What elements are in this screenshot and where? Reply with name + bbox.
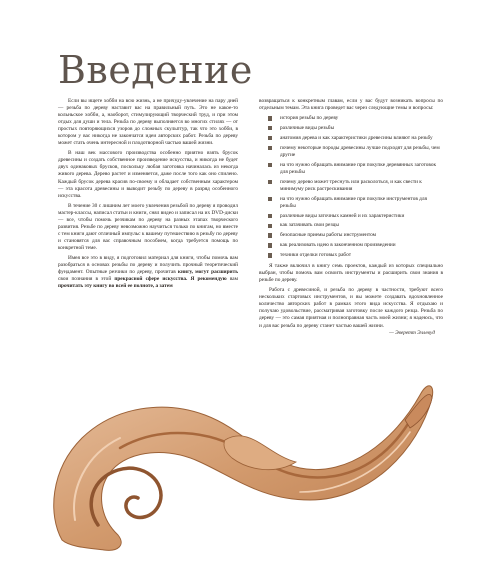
topic-text: на что нужно обращать внимание при покупке инструментов для резьбы [280,195,427,209]
topic-text: как реализовать идею в законченном произведении [280,242,396,249]
topic-text: анатомия дерева и как характеристики древесины влияют на резьбу [280,134,433,141]
intro-paragraph: В течение 30 с лишним лет моего увлечения резьбой по дереву я проводил мастер-классы, написал статьи и книги, снял видео и записал на их DVD-диски — все, чтобы помочь резчикам по дереву на разных этапах творческого развития. Резьбе по дереву невозможно научиться только по книгам, но вместе с тем книги дают отличный импульс к вашему путешествию в резьбу по дереву и становятся для вас справочным пособием, когда требуется помощь по конкретной теме. [58,202,238,251]
text-run: Имея все это в виду, я подготовил материал для книги, чтобы помочь вам разобраться в основах резьбы по дереву и получить прочный теоретический фундамент. Опытные резчики по дереву, прочитав [58,254,238,276]
topic-text: безопасные приемы работы инструментом [280,232,376,239]
text-run: свои познания в этой [58,276,115,283]
topic-text: на что нужно обращать внимание при покупке деревянных заготовок для резьбы [280,161,437,175]
intro-paragraph: Если вы ищете хобби на всю жизнь, а не причуду-увлечение на пару дней — резьба по дереву наставит вас на правильный путь. Это не какое-то кольньское хобби, а, наоборот, стимулирующий творческий труд, и при этом отдых для души и тела. Резьба по дереву выполняется во многих стилях — от простых повторяющихся узоров до сложных скульптур, так что это хобби, в котором у вас никогда не закончатся идеи авторских работ. Резьба по дереву может стать очень интересной и плодотворной частью вашей жизни. [58,98,238,147]
carving-ribbon [54,386,433,551]
emphasis-text: прочитать эту книгу во всей ее полноте, а затем [58,283,173,290]
closing-paragraph: Работа с древесиной, и резьба по дереву в частности, требуют всего нескольких стартовых инструментов, и вы можете создавать вдохновленное количество авторских работ в рамках этого вида искусства. Я отдыхаю и получаю удовольствие, рассматривая заготовку после каждого резца. Резьба по дереву — это самая приятная и полноправная часть моей жизни; я надеюсь, что и для вас резьба по дереву станет частью вашей жизни. [259,287,443,329]
topic-text: почему некоторые породы древесины лучше подходят для резьбы, чем другие [280,144,440,158]
page-title: Введение [58,48,253,92]
projects-paragraph: Я также включил в книгу семь проектов, каждый из которых специально выбран, чтобы помочь вам освоить инструменты и расширить свои знания в резьбе по дереву. [259,263,443,284]
emphasis-text: прекрасной сфере искусства. Я рекомендую [114,276,227,283]
topic-text: как затачивать свои резцы [280,222,339,229]
topic-text: различные виды заточных камней и их характеристики [280,212,405,219]
topics-intro: возвращаться к конкретным главам, если у вас будут возникать вопросы по отдельным темам. Эта книга проведет вас через следующие темы и вопросы: [259,98,443,112]
text-run: вам [226,276,238,283]
topic-text: различные виды резьбы [280,124,335,131]
intro-paragraph: В наш век массового производства особенно приятно взять брусок древесины и создать собственное произведение искусства, и никогда не будет двух одинаковых брусков, поскольку любая заготовка начиналась из некогда живого дерева. Дерево растет и изменяется, даже после того как оно спилено. Каждый брусок дерева красив по-своему и обладает собственным характером — эта красота древесины и выводит резьбу по дереву в разряд особенного искусства. [58,150,238,199]
topic-text: история резьбы по дереву [280,115,339,122]
author-signature: — Эверетт Эллевуд [389,329,435,336]
topic-text: почему дерево может треснуть или расколоться, и как свести к минимуму риск растрескивания [280,178,422,192]
emphasis-text: книгу, могут расширить [177,269,238,276]
topic-text: техники отделки готовых работ [280,252,352,259]
